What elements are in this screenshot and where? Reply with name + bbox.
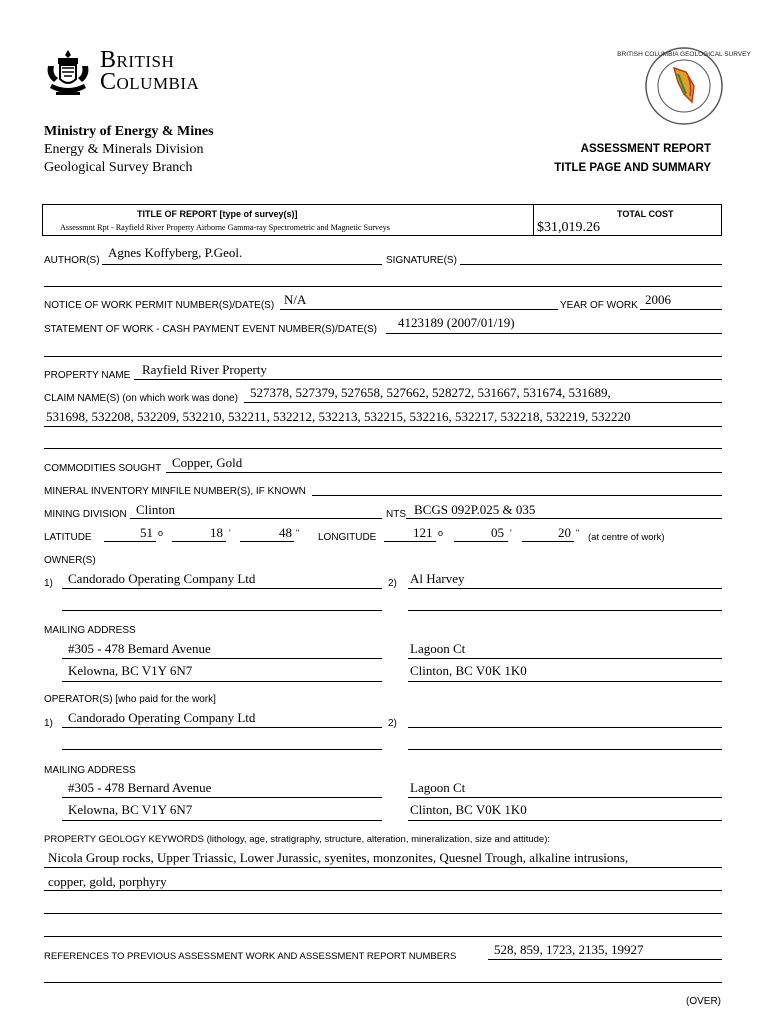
nts-line [406,518,722,519]
mining-division-label: MINING DIVISION [44,509,127,520]
seal-text: BRITISH COLUMBIA GEOLOGICAL SURVEY [617,51,751,58]
minfile-line[interactable] [312,495,722,496]
mining-division-value[interactable]: Clinton [136,502,176,517]
operator-number-1: 1) [44,718,53,729]
minute-symbol: ' [229,528,231,538]
owner-1-address-line-1-rule [62,658,382,659]
latitude-degrees[interactable]: 51 [140,525,153,540]
operator-1-address-line-2[interactable]: Kelowna, BC V1Y 6N7 [68,802,193,817]
longitude-degrees-line [384,541,436,542]
owner-2-address-line-2-rule [408,681,722,682]
geology-keywords-value-1[interactable]: Nicola Group rocks, Upper Triassic, Lower Jurassic, syenites, monzonites, Quesnel Trough, alkaline intrusions, [48,850,629,865]
statement-value[interactable]: 4123189 (2007/01/19) [398,315,515,330]
over-label: (OVER) [686,996,721,1007]
operator-mailing-label: MAILING ADDRESS [44,765,136,776]
signature-label: SIGNATURE(S) [386,255,457,266]
operator-1-address-line-1-rule [62,797,382,798]
nts-label: NTS [386,509,406,520]
commodities-value[interactable]: Copper, Gold [172,455,243,470]
nts-value[interactable]: BCGS 092P.025 & 035 [414,502,536,517]
lon-second-symbol: " [576,528,580,538]
blank-line-5 [44,936,722,937]
references-label: REFERENCES TO PREVIOUS ASSESSMENT WORK AND ASSESSMENT REPORT NUMBERS [44,951,457,962]
operator-number-2: 2) [388,718,397,729]
geological-survey-seal [617,46,751,126]
minfile-label: MINERAL INVENTORY MINFILE NUMBER(S), IF KNOWN [44,486,306,497]
operators-label: OPERATOR(S) [who paid for the work] [44,694,216,705]
claim-names-value-2[interactable]: 531698, 532208, 532209, 532210, 532211, 532212, 532213, 532215, 532216, 532217, 532218, 532219, 532220 [46,409,631,424]
owner-2-line [408,588,722,589]
owner-1-address-line-2[interactable]: Kelowna, BC V1Y 6N7 [68,663,193,678]
author-label: AUTHOR(S) [44,255,100,266]
division-name: Energy & Minerals Division [44,142,204,157]
owner-2-value[interactable]: Al Harvey [410,571,465,586]
lon-minute-symbol: ' [510,528,512,538]
owner-1-address-line-2-rule [62,681,382,682]
author-line [102,264,382,265]
owner-2-address-line-1[interactable]: Lagoon Ct [410,641,466,656]
commodities-line [166,472,722,473]
operator-1-address-line-2-rule [62,820,382,821]
owner-2-address-line-1-rule [408,658,722,659]
year-value[interactable]: 2006 [645,292,671,307]
commodities-label: COMMODITIES SOUGHT [44,463,162,474]
logo-line-1: British [100,47,175,73]
latitude-degrees-line [104,541,156,542]
owner-2-address-line-2[interactable]: Clinton, BC V0K 1K0 [410,663,527,678]
operator-2-address-line-2[interactable]: Clinton, BC V0K 1K0 [410,802,527,817]
blank-line-1 [44,286,722,287]
owner-1-line-b [62,610,382,611]
property-name-value[interactable]: Rayfield River Property [142,362,267,377]
owner-number-2: 2) [388,578,397,589]
notice-value[interactable]: N/A [284,292,307,307]
blank-line-2 [44,356,722,357]
owner-1-value[interactable]: Candorado Operating Company Ltd [68,571,256,586]
longitude-seconds[interactable]: 20 [558,525,571,540]
latitude-seconds[interactable]: 48 [279,525,292,540]
owner-1-address-line-1[interactable]: #305 - 478 Bemard Avenue [68,641,211,656]
blank-line-4 [44,913,722,914]
claim-names-value-1[interactable]: 527378, 527379, 527658, 527662, 528272, 531667, 531674, 531689, [250,385,611,400]
report-title-line-2: TITLE PAGE AND SUMMARY [554,162,711,174]
title-box-divider [533,204,534,236]
geology-line-1 [44,867,722,868]
logo-line-2: Columbia [100,69,200,95]
centre-note: (at centre of work) [588,532,665,543]
property-name-line [134,379,722,380]
longitude-minutes-line [454,541,508,542]
owner-1-line [62,588,382,589]
statement-line [386,333,722,334]
report-title-line-1: ASSESSMENT REPORT [580,143,711,155]
signature-line[interactable] [460,264,722,265]
operator-2-line-b [408,749,722,750]
operator-1-line [62,727,382,728]
references-value[interactable]: 528, 859, 1723, 2135, 19927 [494,942,644,957]
geology-line-2 [44,890,722,891]
longitude-minutes[interactable]: 05 [491,525,504,540]
operator-1-value[interactable]: Candorado Operating Company Ltd [68,710,256,725]
longitude-label: LONGITUDE [318,532,377,543]
year-line [640,309,722,310]
ministry-name: Ministry of Energy & Mines [44,124,214,139]
operator-1-address-line-1[interactable]: #305 - 478 Bernard Avenue [68,780,212,795]
mining-division-line [130,518,382,519]
second-symbol: " [296,528,300,538]
latitude-label: LATITUDE [44,532,92,543]
operator-2-address-line-1-rule [408,797,722,798]
title-of-report-value[interactable]: Assessmnt Rpt - Rayfield River Property Airborne Gamma-ray Spectrometric and Magnetic Surveys [60,223,390,232]
operator-2-address-line-1[interactable]: Lagoon Ct [410,780,466,795]
references-line [488,959,722,960]
operator-2-line[interactable] [408,727,722,728]
longitude-seconds-line [522,541,574,542]
notice-label: NOTICE OF WORK PERMIT NUMBER(S)/DATE(S) [44,300,275,311]
bc-logo [44,46,234,102]
year-label: YEAR OF WORK [560,300,638,311]
latitude-minutes[interactable]: 18 [210,525,223,540]
property-name-label: PROPERTY NAME [44,370,131,381]
owner-mailing-label: MAILING ADDRESS [44,625,136,636]
blank-line-3 [44,448,722,449]
notice-line [280,309,558,310]
claim-line-2 [44,426,722,427]
owner-2-line-b [408,610,722,611]
latitude-minutes-line [172,541,226,542]
branch-name: Geological Survey Branch [44,160,193,175]
geology-keywords-value-2[interactable]: copper, gold, porphyry [48,874,167,889]
statement-label: STATEMENT OF WORK - CASH PAYMENT EVENT NUMBER(S)/DATE(S) [44,324,377,335]
author-value[interactable]: Agnes Koffyberg, P.Geol. [108,245,243,260]
claim-line-1 [244,402,722,403]
longitude-degrees[interactable]: 121 [413,525,433,540]
latitude-seconds-line [240,541,294,542]
total-cost-value[interactable]: $31,019.26 [537,220,600,235]
owners-label: OWNER(S) [44,555,96,566]
operator-2-address-line-2-rule [408,820,722,821]
title-of-report-label: TITLE OF REPORT [type of survey(s)] [137,209,298,219]
geology-keywords-label: PROPERTY GEOLOGY KEYWORDS (lithology, age, stratigraphy, structure, alteration, mineralization, size and attitude): [44,834,551,845]
blank-line-6 [44,982,722,983]
operator-1-line-b [62,749,382,750]
owner-number-1: 1) [44,578,53,589]
total-cost-label: TOTAL COST [617,209,674,219]
coat-of-arms-icon [44,48,92,100]
lon-degree-symbol: o [438,528,444,538]
degree-symbol: o [158,528,164,538]
claim-names-label: CLAIM NAME(S) (on which work was done) [44,393,238,404]
